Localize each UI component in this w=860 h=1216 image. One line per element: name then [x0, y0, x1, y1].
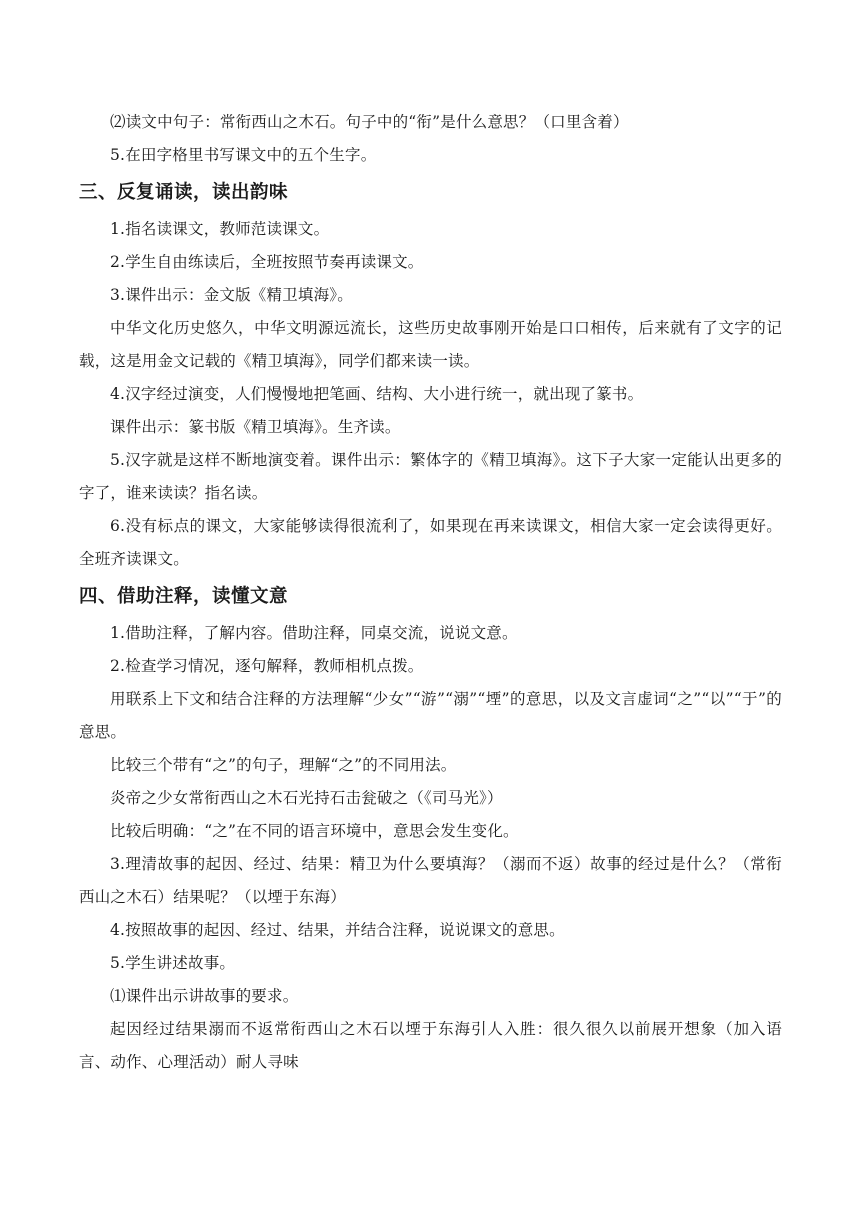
- paragraph: 用联系上下文和结合注释的方法理解“少女”“游”“溺”“堙”的意思，以及文言虚词“之”“以”“于”的意思。: [79, 690, 782, 741]
- section-heading: 三、反复诵读，读出韵味: [79, 182, 289, 203]
- paragraph: 5.学生讲述故事。: [110, 954, 236, 972]
- paragraph: 4.汉字经过演变，人们慢慢地把笔画、结构、大小进行统一，就出现了篆书。: [110, 385, 644, 403]
- paragraph: 中华文化历史悠久，中华文明源远流长，这些历史故事刚开始是口口相传，后来就有了文字的记载，这是用金文记载的《精卫填海》，同学们都来读一读。: [79, 319, 782, 370]
- paragraph: 3.课件出示：金文版《精卫填海》。: [110, 286, 353, 304]
- paragraph: 比较三个带有“之”的句子，理解“之”的不同用法。: [110, 756, 457, 774]
- paragraph: 4.按照故事的起因、经过、结果，并结合注释，说说课文的意思。: [110, 921, 565, 939]
- paragraph: 6.没有标点的课文，大家能够读得很流利了，如果现在再来读课文，相信大家一定会读得更好。全班齐读课文。: [79, 517, 782, 568]
- paragraph: 起因经过结果溺而不返常衔西山之木石以堙于东海引人入胜：很久很久以前展开想象（加入语言、动作、心理活动）耐人寻味: [79, 1020, 782, 1071]
- paragraph: 5.在田字格里书写课文中的五个生字。: [110, 146, 377, 164]
- paragraph: 2.学生自由练读后，全班按照节奏再读课文。: [110, 253, 424, 271]
- paragraph: 5.汉字就是这样不断地演变着。课件出示：繁体字的《精卫填海》。这下子大家一定能认出更多的字了，谁来读读？指名读。: [79, 451, 782, 502]
- paragraph: 比较后明确：“之”在不同的语言环境中，意思会发生变化。: [110, 822, 519, 840]
- section-heading: 四、借助注释，读懂文意: [79, 586, 289, 607]
- paragraph: 课件出示：篆书版《精卫填海》。生齐读。: [110, 418, 401, 436]
- paragraph: ⑵读文中句子：常衔西山之木石。句子中的“衔”是什么意思？（口里含着）: [110, 113, 629, 131]
- paragraph: 2.检查学习情况，逐句解释，教师相机点拨。: [110, 657, 424, 675]
- paragraph: 1.借助注释，了解内容。借助注释，同桌交流，说说文意。: [110, 624, 518, 642]
- paragraph: 3.理清故事的起因、经过、结果：精卫为什么要填海？（溺而不返）故事的经过是什么？（常衔西山之木石）结果呢？（以堙于东海）: [79, 855, 782, 906]
- paragraph: 炎帝之少女常衔西山之木石光持石击瓮破之（《司马光》）: [110, 789, 503, 807]
- paragraph: ⑴课件出示讲故事的要求。: [110, 987, 299, 1005]
- paragraph: 1.指名读课文，教师范读课文。: [110, 220, 330, 238]
